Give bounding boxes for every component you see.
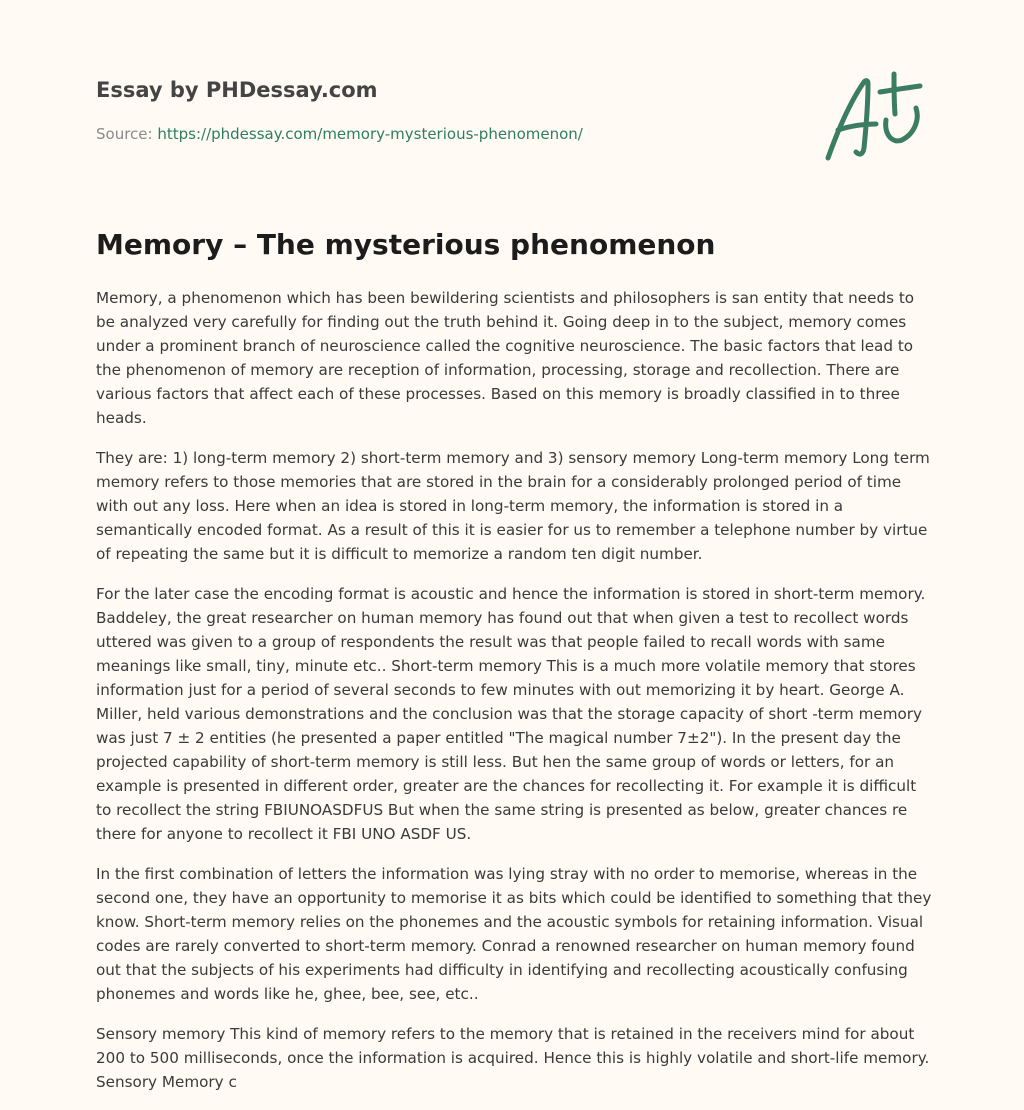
essay-paragraph: For the later case the encoding format is acoustic and hence the information is stored in short-term memory. Baddeley, the great researcher on human memory has found out that when given a test to recollect words uttered was given to a group of respondents the result was that people failed to recall words with same meanings like small, tiny, minute etc.. Short-term memory This is a much more volatile memory that stores information just for a period of several seconds to few minutes with out memorizing it by heart. George A. Miller, held various demonstrations and the conclusion was that the storage capacity of short -term memory was just 7 ± 2 entities (he presented a paper entitled "The magical number 7±2"). In the present day the projected capability of short-term memory is still less. But hen the same group of words or letters, for an example is presented in different order, greater are the chances for recollecting it. For example it is difficult to recollect the string FBIUNOASDFUS But when the same string is presented as below, greater chances re there for anyone to recollect it FBI UNO ASDF US. xyxy=(96,585,926,843)
source-line xyxy=(96,124,696,144)
site-title: Essay by PHDessay.com xyxy=(96,78,378,102)
source-label: Source: xyxy=(96,125,153,143)
essay-body xyxy=(96,286,932,1110)
essay-paragraph: They are: 1) long-term memory 2) short-term memory and 3) sensory memory Long-term memory Long term memory refers to those memories that are stored in the brain for a considerably prolonged period of time with out any loss. Here when an idea is stored in long-term memory, the information is stored in a semantically encoded format. As a result of this it is easier for us to remember a telephone number by virtue of repeating the same but it is difficult to memorize a random ten digit number. xyxy=(96,449,930,563)
essay-paragraph: Memory, a phenomenon which has been bewildering scientists and philosophers is san entity that needs to be analyzed very carefully for finding out the truth behind it. Going deep in to the subject, memory comes under a prominent branch of neuroscience called the cognitive neuroscience. The basic factors that lead to the phenomenon of memory are reception of information, processing, storage and recollection. There are various factors that affect each of these processes. Based on this memory is broadly classified in to three heads. xyxy=(96,289,915,427)
a-plus-logo-icon xyxy=(820,68,930,166)
page-header xyxy=(96,74,696,144)
essay-title: Memory – The mysterious phenomenon xyxy=(96,228,716,261)
essay-paragraph: Sensory memory This kind of memory refers to the memory that is retained in the receivers mind for about 200 to 500 milliseconds, once the information is acquired. Hence this is highly volatile and short-life memory. Sensory Memory c xyxy=(96,1025,930,1091)
source-link[interactable]: https://phdessay.com/memory-mysterious-phenomenon/ xyxy=(157,125,583,143)
essay-paragraph: In the first combination of letters the information was lying stray with no order to memorise, whereas in the second one, they have an opportunity to memorise it as bits which could be identified to something that they know. Short-term memory relies on the phonemes and the acoustic symbols for retaining information. Visual codes are rarely converted to short-term memory. Conrad a renowned researcher on human memory found out that the subjects of his experiments had difficulty in identifying and recollecting acoustically confusing phonemes and words like he, ghee, bee, see, etc.. xyxy=(96,865,932,1003)
